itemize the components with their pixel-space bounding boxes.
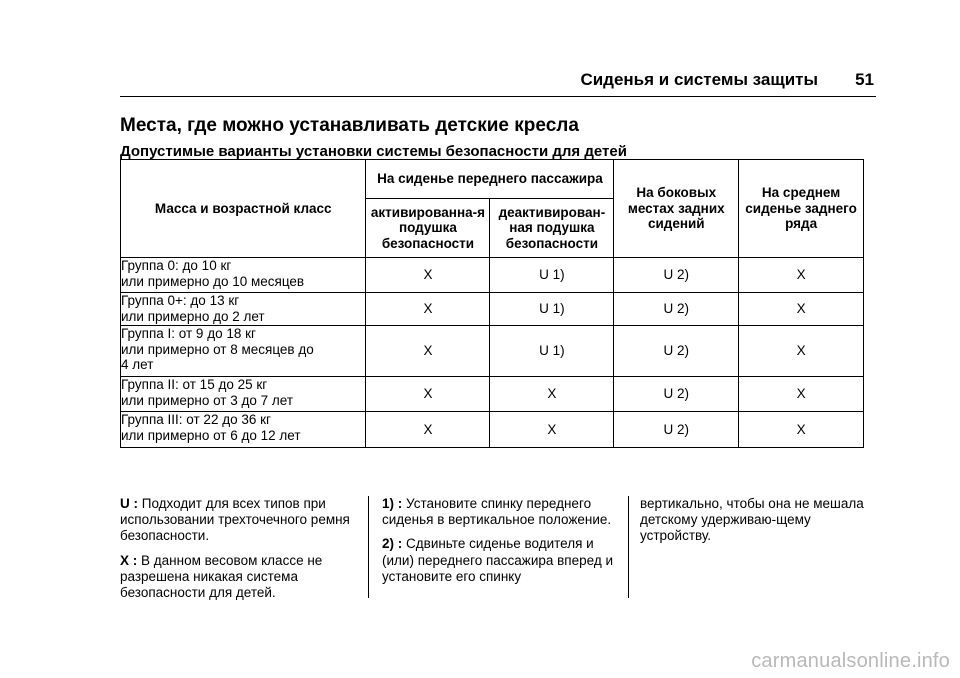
group-age: или примерно от 8 месяцев до <box>121 341 314 357</box>
cell-activated: X <box>366 377 490 412</box>
note-x-key: X : <box>120 552 138 568</box>
group-weight: Группа 0: до 10 кг <box>121 258 232 273</box>
table-row <box>121 293 864 326</box>
child-seat-table <box>120 159 864 448</box>
cell-rear-side: U 2) <box>614 326 739 377</box>
cell-rear-center: X <box>739 258 864 293</box>
column-divider <box>368 496 369 598</box>
cell-deactivated: U 1) <box>490 258 614 293</box>
group-weight: Группа III: от 22 до 36 кг <box>121 412 271 427</box>
note-x-text: В данном весовом классе не разрешена никакая система безопасности для детей. <box>120 552 323 600</box>
note-2-key: 2) : <box>382 536 403 552</box>
table-row <box>121 412 864 448</box>
page-header <box>120 70 876 97</box>
cell-rear-center: X <box>739 412 864 448</box>
column-divider <box>628 496 629 598</box>
header-front-passenger: На сиденье переднего пассажира <box>366 160 614 199</box>
group-cell <box>121 412 366 448</box>
group-age-cont: 4 лет <box>121 357 154 373</box>
note-1 <box>382 496 618 528</box>
group-cell <box>121 377 366 412</box>
header-mass-class: Масса и возрастной класс <box>121 160 366 258</box>
note-1-key: 1) : <box>382 496 403 511</box>
watermark: carmanualsonline.info <box>751 650 950 672</box>
note-u-key: U : <box>120 496 138 511</box>
cell-activated: X <box>366 326 490 377</box>
group-weight: Группа 0+: до 13 кг <box>121 293 240 308</box>
header-airbag-activated: активированна-я подушка безопасности <box>366 199 490 258</box>
cell-rear-side: U 2) <box>614 377 739 412</box>
note-2-text: Сдвиньте сиденье водителя и (или) переднего пассажира вперед и установите его спинку <box>382 536 614 584</box>
section-title: Сиденья и системы защиты <box>580 70 818 89</box>
note-u-text: Подходит для всех типов при использовании трехточечного ремня безопасности. <box>120 496 350 544</box>
cell-activated: X <box>366 258 490 293</box>
table-row <box>121 258 864 293</box>
cell-deactivated: U 1) <box>490 326 614 377</box>
group-weight: Группа I: от 9 до 18 кг <box>121 326 256 341</box>
group-cell <box>121 326 366 377</box>
notes-column-1 <box>120 496 356 609</box>
group-age: или примерно до 2 лет <box>121 308 265 324</box>
cell-activated: X <box>366 293 490 326</box>
cell-deactivated: X <box>490 377 614 412</box>
cell-rear-center: X <box>739 293 864 326</box>
header-rear-side: На боковых местах задних сидений <box>614 160 739 258</box>
cell-deactivated: U 1) <box>490 293 614 326</box>
page-title: Места, где можно устанавливать детские кресла <box>120 115 579 136</box>
cell-rear-center: X <box>739 377 864 412</box>
note-u <box>120 496 356 545</box>
table-row <box>121 377 864 412</box>
cell-rear-side: U 2) <box>614 258 739 293</box>
group-cell <box>121 293 366 326</box>
group-age: или примерно до 10 месяцев <box>121 273 305 289</box>
cell-deactivated: X <box>490 412 614 448</box>
page-number: 51 <box>855 70 874 89</box>
header-rear-center: На среднем сиденье заднего ряда <box>739 160 864 258</box>
cell-rear-side: U 2) <box>614 412 739 448</box>
table-caption: Допустимые варианты установки системы безопасности для детей <box>120 143 627 160</box>
group-cell <box>121 258 366 293</box>
note-2-continued: вертикально, чтобы она не мешала детскому удерживаю-щему устройству. <box>640 496 864 544</box>
table-row <box>121 326 864 377</box>
cell-activated: X <box>366 412 490 448</box>
header-airbag-deactivated: деактивирован-ная подушка безопасности <box>490 199 614 258</box>
cell-rear-side: U 2) <box>614 293 739 326</box>
note-x <box>120 553 356 602</box>
note-1-text: Установите спинку переднего сиденья в вертикальное положение. <box>382 496 612 528</box>
notes-column-3 <box>640 496 870 553</box>
note-2 <box>382 536 618 585</box>
notes-column-2 <box>382 496 618 593</box>
group-weight: Группа II: от 15 до 25 кг <box>121 377 268 392</box>
cell-rear-center: X <box>739 326 864 377</box>
group-age: или примерно от 6 до 12 лет <box>121 427 301 443</box>
group-age: или примерно от 3 до 7 лет <box>121 392 293 408</box>
